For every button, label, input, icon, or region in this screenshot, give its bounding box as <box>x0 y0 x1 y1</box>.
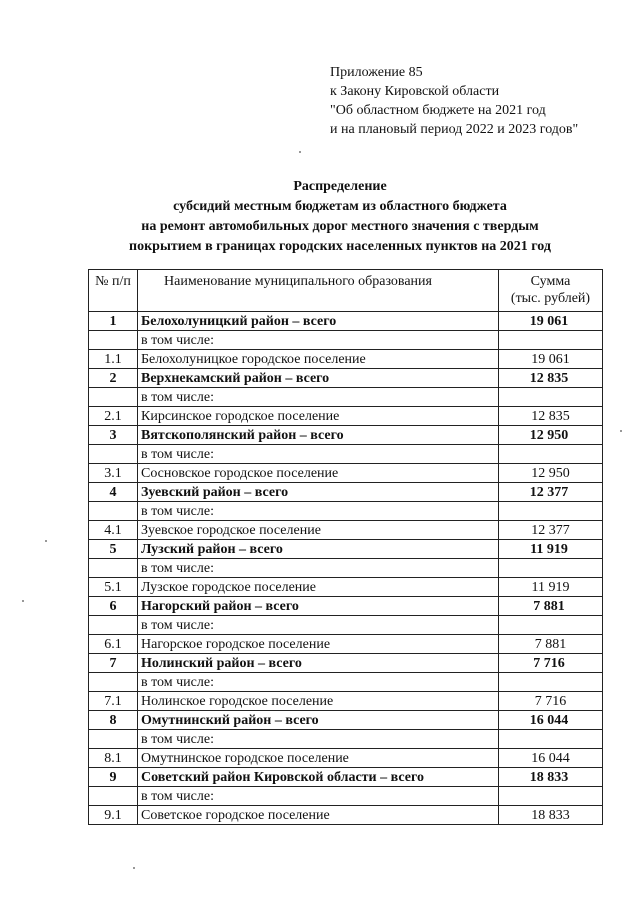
row-name: Нагорское городское поселение <box>138 635 499 654</box>
row-num: 6 <box>89 597 138 616</box>
row-num <box>89 502 138 521</box>
row-name: Омутнинское городское поселение <box>138 749 499 768</box>
row-num: 2.1 <box>89 407 138 426</box>
row-name: в том числе: <box>138 616 499 635</box>
row-num: 3.1 <box>89 464 138 483</box>
row-sum: 7 716 <box>499 654 603 673</box>
scan-speck <box>22 600 24 602</box>
row-name: Омутнинский район – всего <box>138 711 499 730</box>
row-name: Советский район Кировской области – всего <box>138 768 499 787</box>
row-sum <box>499 559 603 578</box>
row-num: 9.1 <box>89 806 138 825</box>
row-num <box>89 388 138 407</box>
row-num <box>89 673 138 692</box>
row-num <box>89 445 138 464</box>
row-num: 9 <box>89 768 138 787</box>
row-name: Кирсинское городское поселение <box>138 407 499 426</box>
row-name: в том числе: <box>138 730 499 749</box>
table-row <box>89 806 603 825</box>
row-sum: 11 919 <box>499 578 603 597</box>
row-name: Верхнекамский район – всего <box>138 369 499 388</box>
table-row <box>89 331 603 350</box>
row-sum <box>499 616 603 635</box>
row-name: Лузское городское поселение <box>138 578 499 597</box>
table-row <box>89 464 603 483</box>
table-row <box>89 635 603 654</box>
table-row <box>89 312 603 331</box>
table-row <box>89 711 603 730</box>
row-sum: 12 950 <box>499 426 603 445</box>
row-name: Белохолуницкий район – всего <box>138 312 499 331</box>
scan-speck <box>299 151 301 153</box>
row-name: Зуевское городское поселение <box>138 521 499 540</box>
table-body <box>89 312 603 825</box>
row-sum <box>499 787 603 806</box>
row-sum: 19 061 <box>499 312 603 331</box>
table-row <box>89 426 603 445</box>
row-name: Зуевский район – всего <box>138 483 499 502</box>
table-row <box>89 692 603 711</box>
row-num <box>89 616 138 635</box>
row-sum <box>499 445 603 464</box>
row-sum: 12 377 <box>499 521 603 540</box>
row-sum: 7 881 <box>499 635 603 654</box>
row-sum: 7 881 <box>499 597 603 616</box>
row-name: Лузский район – всего <box>138 540 499 559</box>
table-row <box>89 388 603 407</box>
header-sum-line: Сумма <box>530 274 571 289</box>
row-sum <box>499 331 603 350</box>
table-row <box>89 521 603 540</box>
row-num: 1.1 <box>89 350 138 369</box>
row-num <box>89 787 138 806</box>
row-name: Нагорский район – всего <box>138 597 499 616</box>
row-num <box>89 331 138 350</box>
title-line: покрытием в границах городских населенных пунктов на 2021 год <box>129 239 551 254</box>
table-row <box>89 787 603 806</box>
table-row <box>89 350 603 369</box>
row-num <box>89 559 138 578</box>
header-sum <box>499 270 603 312</box>
row-name: в том числе: <box>138 388 499 407</box>
row-num: 3 <box>89 426 138 445</box>
table-row <box>89 749 603 768</box>
appendix-line: "Об областном бюджете на 2021 год <box>330 103 546 118</box>
table-row <box>89 730 603 749</box>
table-row <box>89 578 603 597</box>
row-num: 6.1 <box>89 635 138 654</box>
row-sum: 18 833 <box>499 768 603 787</box>
row-name: в том числе: <box>138 445 499 464</box>
scan-speck <box>45 540 47 542</box>
table-row <box>89 369 603 388</box>
header-num: № п/п <box>89 270 138 312</box>
row-name: в том числе: <box>138 673 499 692</box>
title-line: Распределение <box>293 179 387 194</box>
table-row <box>89 654 603 673</box>
row-name: в том числе: <box>138 331 499 350</box>
row-name: в том числе: <box>138 787 499 806</box>
row-num: 4.1 <box>89 521 138 540</box>
table-row <box>89 597 603 616</box>
row-sum: 11 919 <box>499 540 603 559</box>
row-name: Вятскополянский район – всего <box>138 426 499 445</box>
table-row <box>89 502 603 521</box>
row-sum <box>499 502 603 521</box>
row-name: Сосновское городское поселение <box>138 464 499 483</box>
row-sum: 16 044 <box>499 711 603 730</box>
table-row <box>89 673 603 692</box>
row-name: в том числе: <box>138 502 499 521</box>
appendix-line: к Закону Кировской области <box>330 84 500 99</box>
subsidy-table <box>88 269 603 825</box>
row-num: 8.1 <box>89 749 138 768</box>
appendix-note <box>330 63 578 139</box>
row-sum: 19 061 <box>499 350 603 369</box>
table-row <box>89 540 603 559</box>
document-title <box>0 177 640 257</box>
row-num: 1 <box>89 312 138 331</box>
table-row <box>89 407 603 426</box>
row-name: Белохолуницкое городское поселение <box>138 350 499 369</box>
table-row <box>89 616 603 635</box>
header-sum-unit: (тыс. рублей) <box>510 291 591 306</box>
table-row <box>89 559 603 578</box>
table-header-row <box>89 270 603 312</box>
title-line: субсидий местным бюджетам из областного бюджета <box>173 199 507 214</box>
row-sum: 7 716 <box>499 692 603 711</box>
row-sum: 18 833 <box>499 806 603 825</box>
row-name: в том числе: <box>138 559 499 578</box>
appendix-line: Приложение 85 <box>330 65 423 80</box>
table-row <box>89 445 603 464</box>
scan-speck <box>133 867 135 869</box>
row-sum <box>499 388 603 407</box>
table-row <box>89 768 603 787</box>
row-num: 4 <box>89 483 138 502</box>
row-name: Нолинское городское поселение <box>138 692 499 711</box>
header-name: Наименование муниципального образования <box>138 270 499 312</box>
row-sum: 16 044 <box>499 749 603 768</box>
row-num: 7.1 <box>89 692 138 711</box>
row-sum: 12 835 <box>499 407 603 426</box>
row-num: 5 <box>89 540 138 559</box>
scan-speck <box>620 430 622 432</box>
row-sum: 12 835 <box>499 369 603 388</box>
row-num: 2 <box>89 369 138 388</box>
row-sum <box>499 673 603 692</box>
table-row <box>89 483 603 502</box>
row-sum <box>499 730 603 749</box>
row-name: Нолинский район – всего <box>138 654 499 673</box>
row-num <box>89 730 138 749</box>
row-sum: 12 377 <box>499 483 603 502</box>
row-sum: 12 950 <box>499 464 603 483</box>
row-num: 5.1 <box>89 578 138 597</box>
title-line: на ремонт автомобильных дорог местного значения с твердым <box>141 219 539 234</box>
row-num: 8 <box>89 711 138 730</box>
appendix-line: и на плановый период 2022 и 2023 годов" <box>330 122 579 137</box>
row-num: 7 <box>89 654 138 673</box>
row-name: Советское городское поселение <box>138 806 499 825</box>
